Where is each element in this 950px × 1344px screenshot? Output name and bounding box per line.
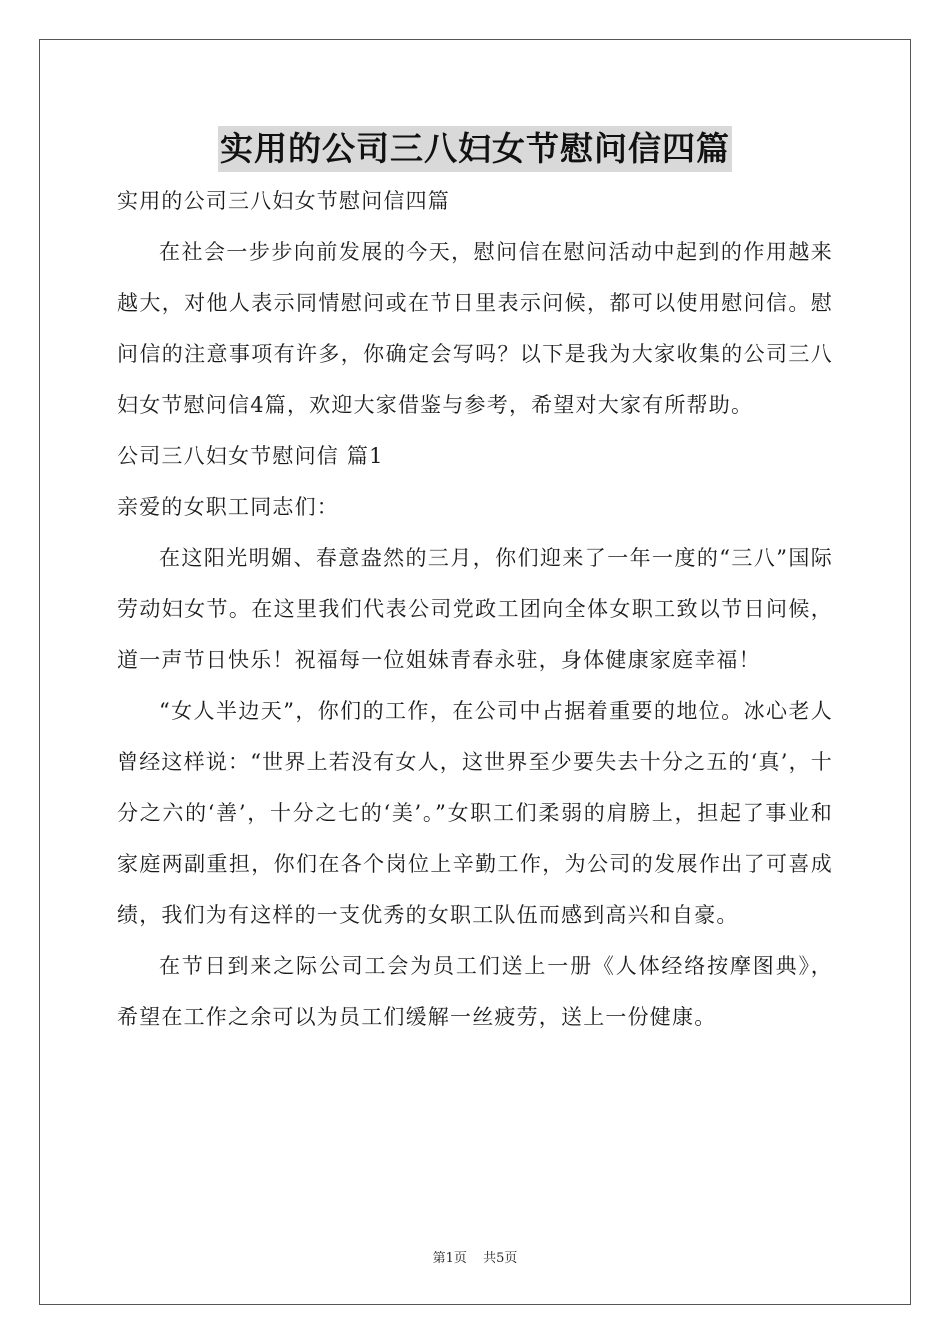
section-heading: 公司三八妇女节慰问信 篇1 [117, 444, 384, 468]
page-total: 共5页 [483, 1251, 518, 1266]
paragraph: 在节日到来之际公司工会为员工们送上一册《人体经络按摩图典》，希望在工作之余可以为员工们缓解一丝疲劳，送上一份健康。 [117, 954, 833, 1029]
page-footer [0, 1247, 950, 1266]
document-title: 实用的公司三八妇女节慰问信四篇 [218, 126, 732, 172]
page-number: 第1页 [432, 1251, 467, 1266]
paragraph: 在社会一步步向前发展的今天，慰问信在慰问活动中起到的作用越来越大，对他人表示同情慰问或在节日里表示问候，都可以使用慰问信。慰问信的注意事项有许多，你确定会写吗？以下是我为大家收集的公司三八妇女节慰问信4篇，欢迎大家借鉴与参考，希望对大家有所帮助。 [117, 240, 833, 417]
document-body [117, 176, 833, 1043]
salutation: 亲爱的女职工同志们： [117, 495, 339, 519]
title-wrap [0, 126, 950, 172]
paragraph: 在这阳光明媚、春意盎然的三月，你们迎来了一年一度的“三八”国际劳动妇女节。在这里我们代表公司党政工团向全体女职工致以节日问候，道一声节日快乐！祝福每一位姐妹青春永驻，身体健康家庭幸福！ [117, 546, 833, 672]
paragraph: “女人半边天”，你们的工作，在公司中占据着重要的地位。冰心老人曾经这样说：“世界上若没有女人，这世界至少要失去十分之五的‘真’，十分之六的‘善’，十分之七的‘美’。”女职工们柔弱的肩膀上，担起了事业和家庭两副重担，你们在各个岗位上辛勤工作，为公司的发展作出了可喜成绩，我们为有这样的一支优秀的女职工队伍而感到高兴和自豪。 [117, 699, 833, 927]
paragraph: 实用的公司三八妇女节慰问信四篇 [117, 189, 450, 213]
